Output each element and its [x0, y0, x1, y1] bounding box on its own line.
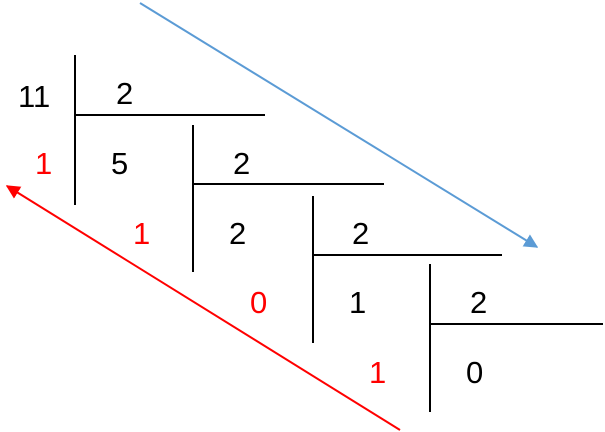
divisor-step-4: 2 — [470, 285, 488, 320]
quotient-step-2: 2 — [229, 216, 247, 251]
remainder-step-2: 1 — [133, 216, 151, 251]
divisor-step-3: 2 — [352, 216, 370, 251]
quotient-step-3: 1 — [349, 285, 367, 320]
remainder-step-3: 0 — [250, 285, 268, 320]
remainder-step-4: 1 — [369, 355, 387, 390]
remainder-step-1: 1 — [35, 146, 53, 181]
divisor-step-2: 2 — [233, 146, 251, 181]
quotient-step-1: 5 — [111, 146, 129, 181]
quotient-step-4: 0 — [466, 355, 484, 390]
divisor-step-1: 2 — [116, 76, 134, 111]
down-arrow — [140, 3, 537, 247]
dividend-step-1: 11 — [18, 79, 51, 114]
up-arrow — [7, 186, 400, 430]
